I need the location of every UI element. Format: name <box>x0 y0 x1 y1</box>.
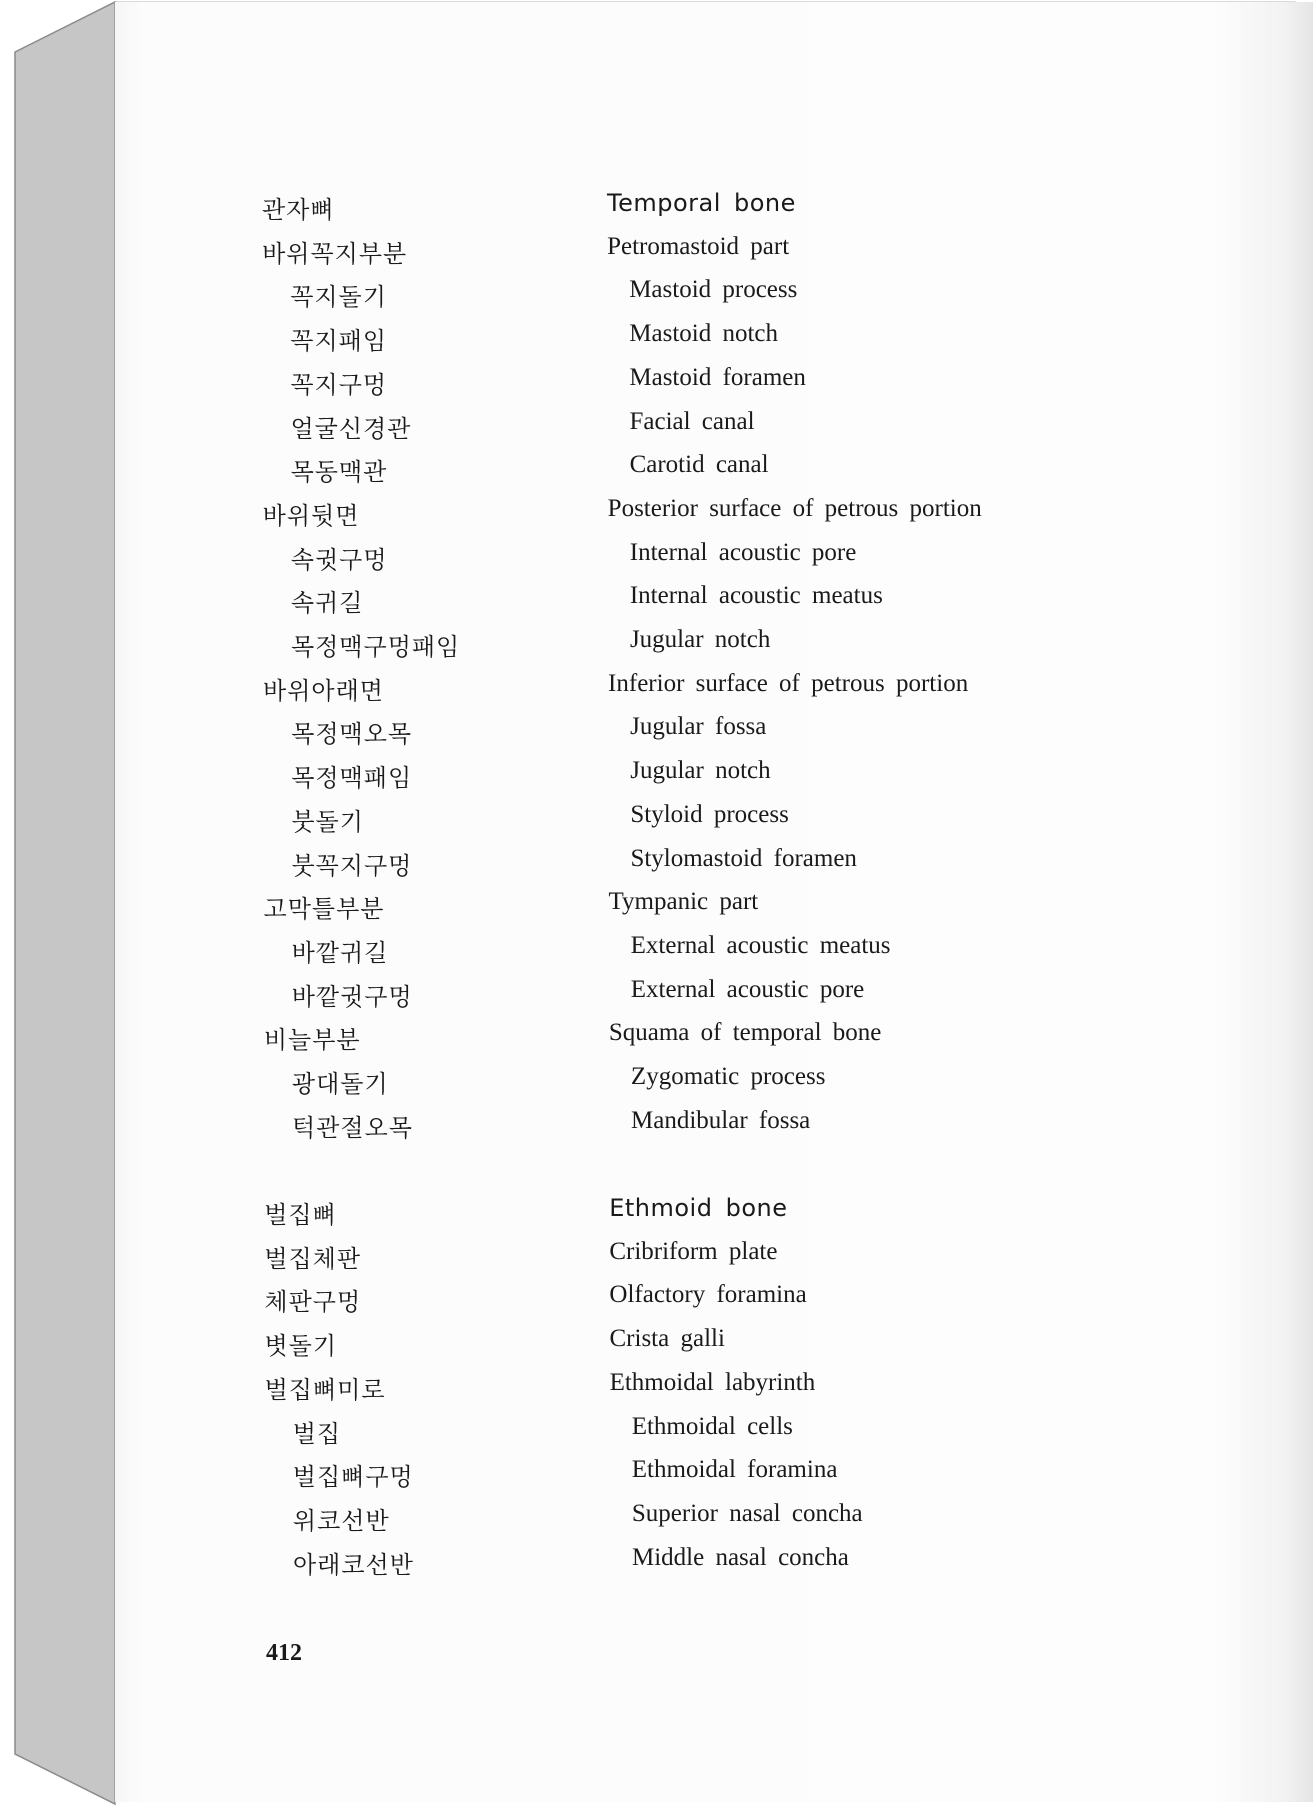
term-korean: 벌집뼈미로 <box>264 1375 386 1404</box>
term-english: Jugular notch <box>630 757 771 785</box>
term-english: Mastoid foramen <box>629 363 806 391</box>
term-english: Internal acoustic pore <box>629 538 857 566</box>
term-english: Styloid process <box>630 800 789 828</box>
term-korean: 속귓구멍 <box>290 545 388 574</box>
term-korean: 얼굴신경관 <box>290 414 412 443</box>
term-korean: 목정맥패임 <box>291 764 413 793</box>
term-english: Mastoid process <box>629 276 798 304</box>
term-korean: 벌집 <box>292 1419 342 1448</box>
term-english: Zygomatic process <box>630 1063 826 1090</box>
term-korean: 목동맥관 <box>290 458 388 487</box>
term-english: Jugular notch <box>629 626 771 653</box>
term-english: Crista galli <box>609 1325 725 1353</box>
term-english: Mandibular fossa <box>631 1106 811 1134</box>
term-english: Carotid canal <box>629 451 769 479</box>
term-english: Ethmoidal labyrinth <box>609 1368 816 1396</box>
term-english: Middle nasal concha <box>631 1543 849 1571</box>
term-korean: 꼭지구멍 <box>290 370 388 399</box>
term-english: External acoustic pore <box>630 975 865 1003</box>
term-korean: 벌집뼈구멍 <box>292 1463 414 1492</box>
term-korean: 붓꼭지구멍 <box>291 851 413 880</box>
term-english: External acoustic meatus <box>630 931 891 959</box>
term-english: Ethmoidal cells <box>631 1412 793 1440</box>
term-english: Squama of temporal bone <box>608 1019 882 1047</box>
term-korean: 바위아래면 <box>263 676 384 705</box>
term-korean: 볏돌기 <box>264 1332 338 1361</box>
term-korean: 체판구멍 <box>264 1288 362 1317</box>
term-korean: 꼭지패임 <box>290 327 388 356</box>
term-korean: 아래코선반 <box>292 1550 414 1579</box>
term-korean: 목정맥오목 <box>291 720 413 749</box>
term-korean: 목정맥구멍패임 <box>290 633 461 661</box>
term-korean: 광대돌기 <box>291 1070 389 1098</box>
section-heading-korean: 벌집뼈 <box>264 1201 337 1229</box>
term-korean: 턱관절오목 <box>292 1113 413 1142</box>
term-korean: 바위꼭지부분 <box>262 239 408 268</box>
term-korean: 바위뒷면 <box>262 501 360 530</box>
term-english: Internal acoustic meatus <box>629 582 883 610</box>
term-english: Posterior surface of petrous portion <box>607 494 982 522</box>
term-english: Superior nasal concha <box>631 1499 863 1527</box>
term-korean: 속귀길 <box>290 589 364 618</box>
term-korean: 붓돌기 <box>291 807 364 836</box>
term-english: Tympanic part <box>608 888 759 916</box>
section-heading-korean: 관자뼈 <box>262 196 335 224</box>
term-english: Cribriform plate <box>609 1237 778 1265</box>
term-korean: 바깥귓구멍 <box>291 982 413 1011</box>
page-number: 412 <box>266 1640 302 1666</box>
term-korean: 벌집체판 <box>264 1244 362 1273</box>
term-korean: 비늘부분 <box>263 1026 361 1055</box>
term-english: Jugular fossa <box>630 713 767 741</box>
term-korean: 위코선반 <box>292 1506 390 1535</box>
term-english: Ethmoidal foramina <box>631 1456 838 1484</box>
term-english: Mastoid notch <box>629 320 779 348</box>
term-english: Facial canal <box>629 407 755 435</box>
term-english: Olfactory foramina <box>609 1281 807 1309</box>
term-korean: 꼭지돌기 <box>290 283 387 312</box>
term-english: Inferior surface of petrous portion <box>608 669 969 697</box>
term-english: Petromastoid part <box>607 232 790 260</box>
term-korean: 바깥귀길 <box>291 938 389 967</box>
section-heading-english: Temporal bone <box>607 189 796 217</box>
section-heading-english: Ethmoid bone <box>609 1194 788 1222</box>
term-korean: 고막틀부분 <box>263 895 385 924</box>
term-english: Stylomastoid foramen <box>630 844 857 872</box>
